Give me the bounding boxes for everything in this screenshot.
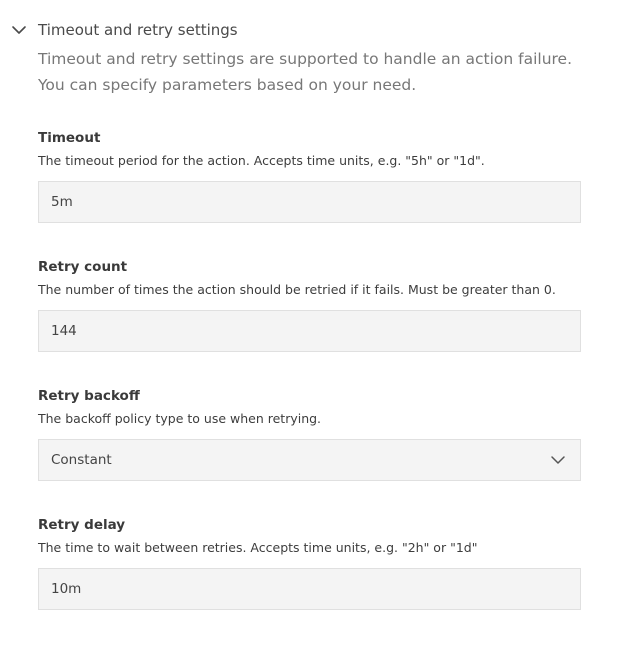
retry-backoff-field [38, 386, 581, 481]
retry-count-input[interactable]: 144 [38, 310, 581, 352]
section-description: Timeout and retry settings are supported to handle an action failure. You can specify parameters based on your need. [38, 50, 573, 94]
timeout-help: The timeout period for the action. Accepts time units, e.g. "5h" or "1d". [38, 153, 485, 168]
retry-backoff-help: The backoff policy type to use when retrying. [38, 411, 322, 426]
retry-count-label: Retry count [38, 259, 128, 275]
retry-delay-input[interactable]: 10m [38, 568, 581, 610]
retry-delay-help: The time to wait between retries. Accepts time units, e.g. "2h" or "1d" [38, 540, 478, 555]
chevron-down-icon [550, 452, 566, 468]
retry-delay-field [38, 515, 581, 610]
retry-count-help: The number of times the action should be retried if it fails. Must be greater than 0. [38, 282, 556, 297]
timeout-field [38, 128, 581, 223]
section-title: Timeout and retry settings [38, 21, 238, 39]
chevron-down-icon [10, 21, 28, 39]
retry-backoff-label: Retry backoff [38, 388, 140, 404]
timeout-label: Timeout [38, 130, 101, 146]
retry-delay-label: Retry delay [38, 517, 126, 533]
section-toggle[interactable] [10, 18, 238, 42]
retry-backoff-value: Constant [51, 452, 112, 468]
timeout-input[interactable]: 5m [38, 181, 581, 223]
retry-count-field [38, 257, 581, 352]
retry-backoff-select[interactable] [38, 439, 581, 481]
